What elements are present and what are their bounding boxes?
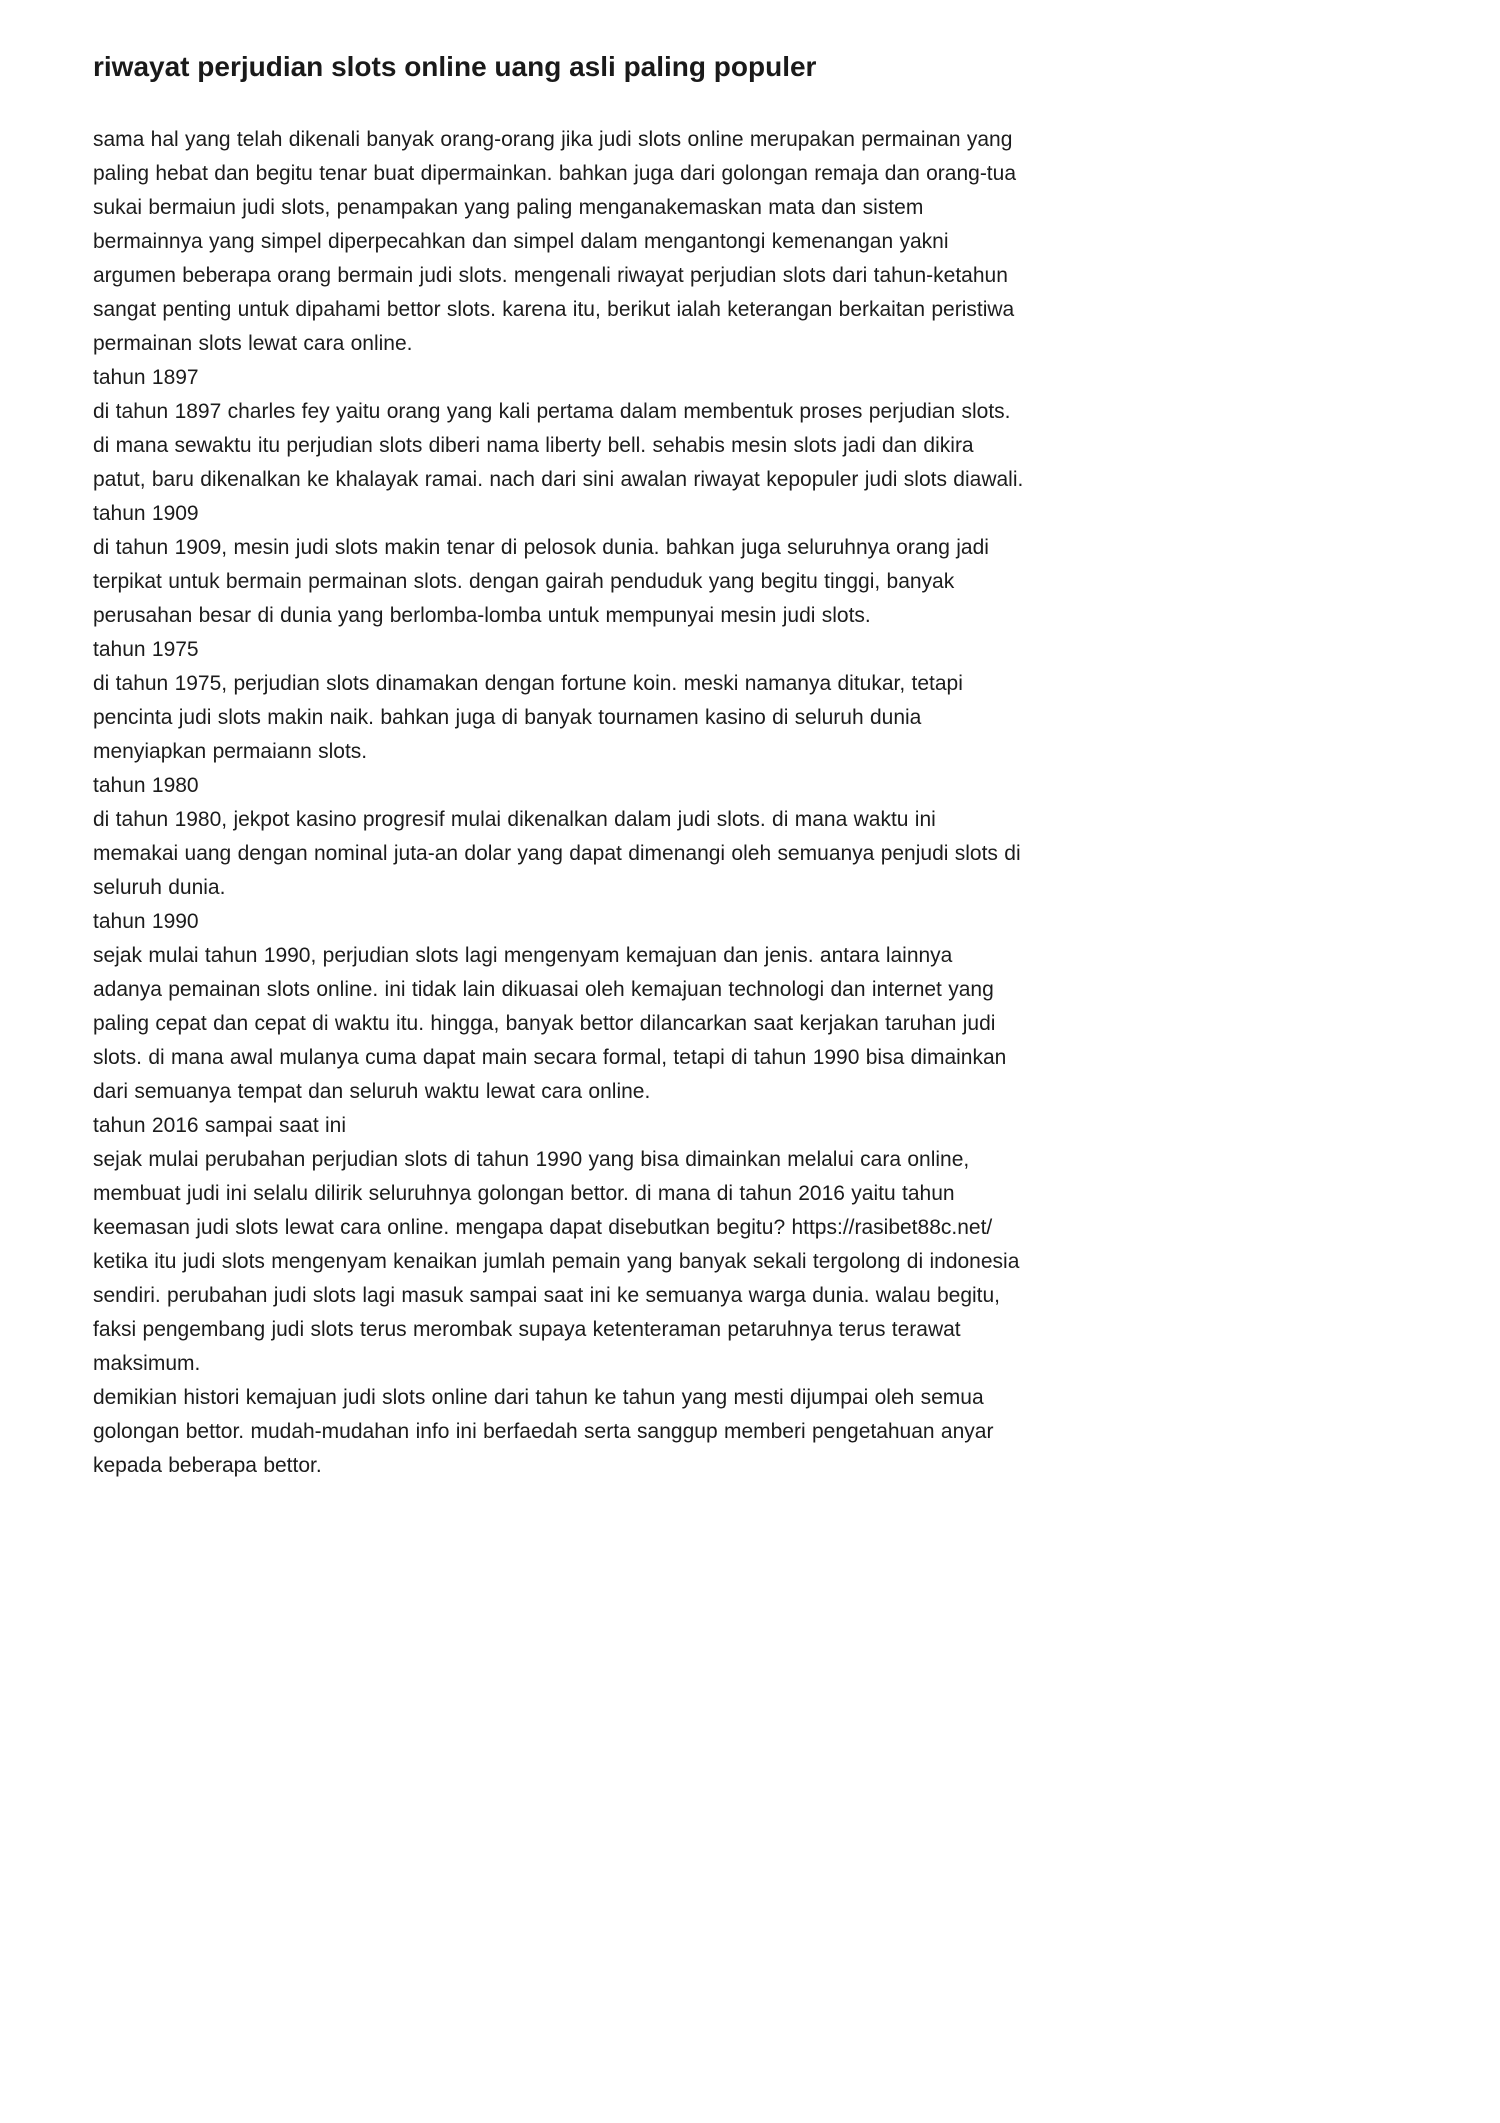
- document-content: [93, 48, 1025, 1483]
- year-heading-1990: tahun 1990: [93, 910, 199, 933]
- paragraph-2016-before-link: sejak mulai perubahan perjudian slots di tahun 1990 yang bisa dimainkan melalui cara online, membuat judi ini selalu dilirik seluruhnya golongan bettor. di mana di tahun 2016 yaitu tahun keemasan judi slots lewat cara online. mengapa dapat disebutkan begitu?: [93, 1148, 970, 1239]
- year-heading-1975: tahun 1975: [93, 638, 199, 661]
- intro-paragraph: sama hal yang telah dikenali banyak orang-orang jika judi slots online merupakan permainan yang paling hebat dan begitu tenar buat dipermainkan. bahkan juga dari golongan remaja dan orang-tua sukai bermaiun judi slots, penampakan yang paling menganakemaskan mata dan sistem bermainnya yang simpel diperpecahkan dan simpel dalam mengantongi kemenangan yakni argumen beberapa orang bermain judi slots. mengenali riwayat perjudian slots dari tahun-ketahun sangat penting untuk dipahami bettor slots. karena itu, berikut ialah keterangan berkaitan peristiwa permainan slots lewat cara online.: [93, 128, 1017, 355]
- year-heading-2016: tahun 2016 sampai saat ini: [93, 1114, 347, 1137]
- rasibet-url-link[interactable]: https://rasibet88c.net/: [791, 1216, 993, 1239]
- document-title: riwayat perjudian slots online uang asli paling populer: [93, 51, 817, 82]
- closing-paragraph: demikian histori kemajuan judi slots online dari tahun ke tahun yang mesti dijumpai oleh semua golongan bettor. mudah-mudahan info ini berfaedah serta sanggup memberi pengetahuan anyar kepada beberapa bettor.: [93, 1386, 994, 1477]
- paragraph-1897: di tahun 1897 charles fey yaitu orang yang kali pertama dalam membentuk proses perjudian slots. di mana sewaktu itu perjudian slots diberi nama liberty bell. sehabis mesin slots jadi dan dikira patut, baru dikenalkan ke khalayak ramai. nach dari sini awalan riwayat kepopuler judi slots diawali.: [93, 400, 1024, 491]
- paragraph-1980: di tahun 1980, jekpot kasino progresif mulai dikenalkan dalam judi slots. di mana waktu ini memakai uang dengan nominal juta-an dolar yang dapat dimenangi oleh semuanya penjudi slots di seluruh dunia.: [93, 808, 1021, 899]
- year-heading-1897: tahun 1897: [93, 366, 199, 389]
- year-heading-1909: tahun 1909: [93, 502, 199, 525]
- paragraph-1909: di tahun 1909, mesin judi slots makin tenar di pelosok dunia. bahkan juga seluruhnya orang jadi terpikat untuk bermain permainan slots. dengan gairah penduduk yang begitu tinggi, banyak perusahan besar di dunia yang berlomba-lomba untuk mempunyai mesin judi slots.: [93, 536, 989, 627]
- paragraph-1975: di tahun 1975, perjudian slots dinamakan dengan fortune koin. meski namanya ditukar, tetapi pencinta judi slots makin naik. bahkan juga di banyak tournamen kasino di seluruh dunia menyiapkan permaiann slots.: [93, 672, 963, 763]
- paragraph-2016: [93, 1143, 1025, 1381]
- paragraph-1990: sejak mulai tahun 1990, perjudian slots lagi mengenyam kemajuan dan jenis. antara lainnya adanya pemainan slots online. ini tidak lain dikuasai oleh kemajuan technologi dan internet yang paling cepat dan cepat di waktu itu. hingga, banyak bettor dilancarkan saat kerjakan taruhan judi slots. di mana awal mulanya cuma dapat main secara formal, tetapi di tahun 1990 bisa dimainkan dari semuanya tempat dan seluruh waktu lewat cara online.: [93, 944, 1007, 1103]
- paragraph-2016-after-link: ketika itu judi slots mengenyam kenaikan jumlah pemain yang banyak sekali tergolong di indonesia sendiri. perubahan judi slots lagi masuk sampai saat ini ke semuanya warga dunia. walau begitu, faksi pengembang judi slots terus merombak supaya ketenteraman petaruhnya terus terawat maksimum.: [93, 1250, 1020, 1375]
- year-heading-1980: tahun 1980: [93, 774, 199, 797]
